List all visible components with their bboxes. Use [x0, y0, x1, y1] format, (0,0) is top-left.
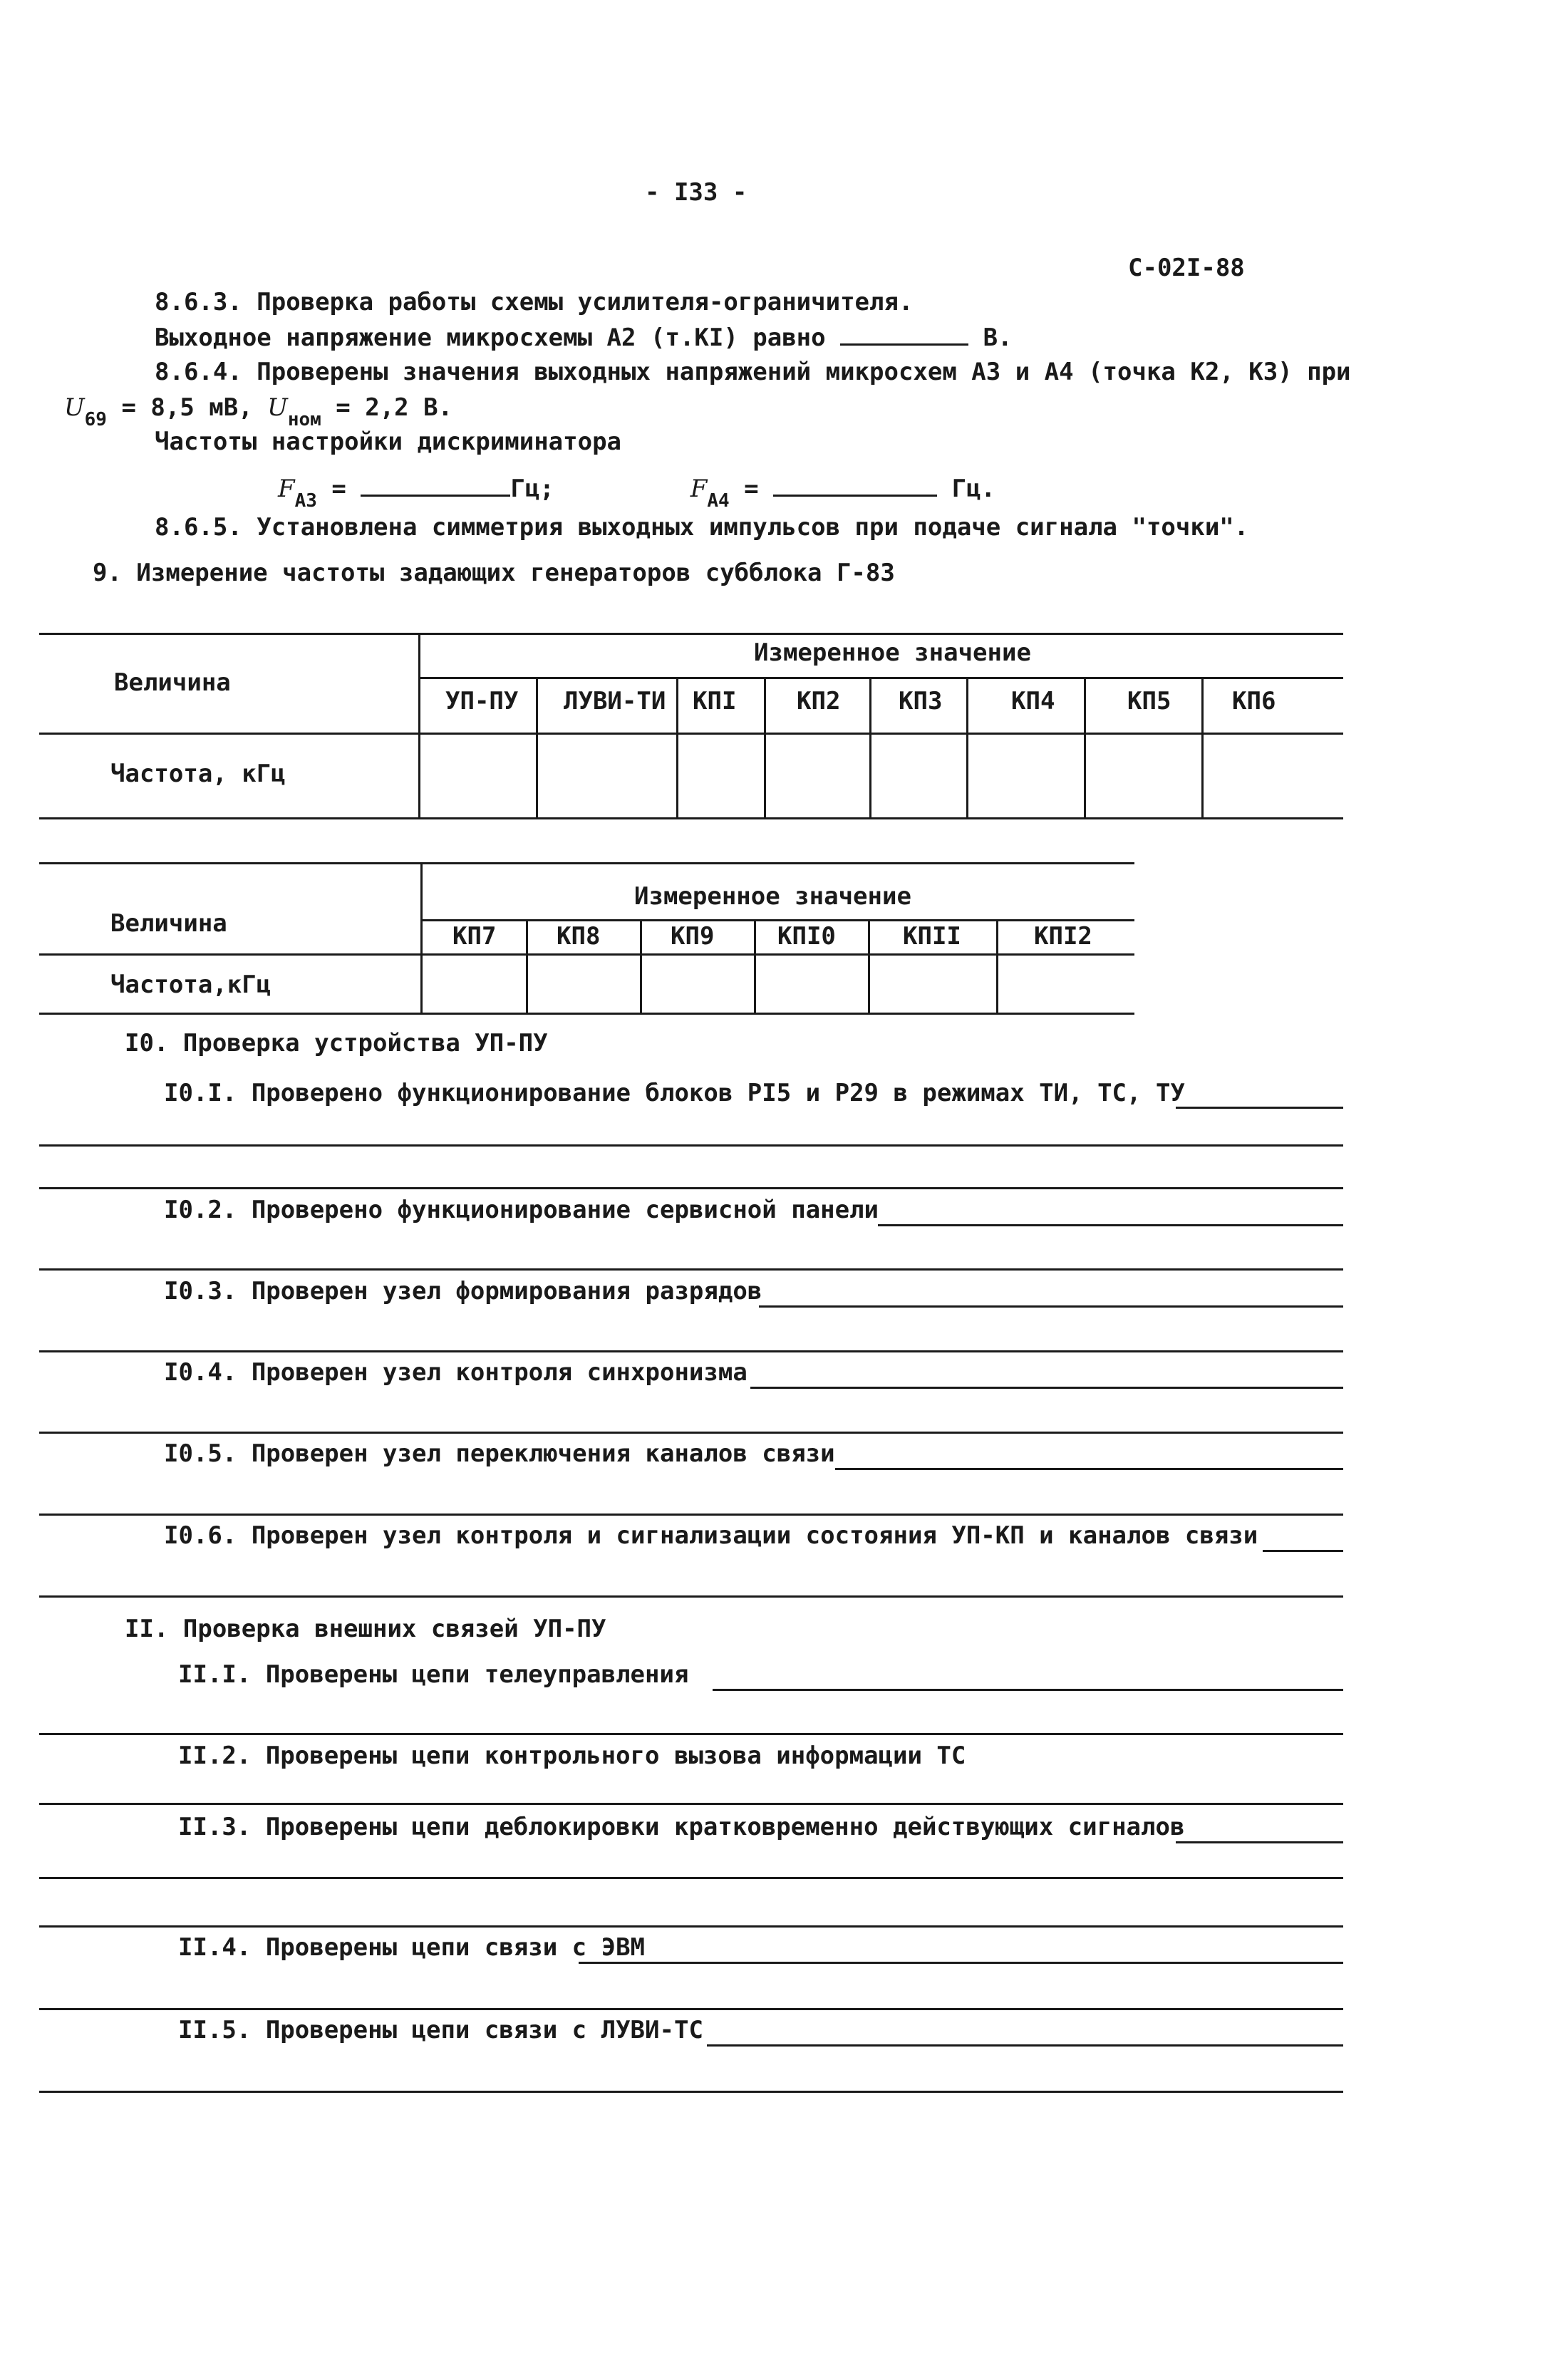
section-8-6-5-line1: 8.6.5. Установлена симметрия выходных импульсов при подаче сигнала "точки".: [155, 513, 1249, 542]
table1-col-1-label: УП-ПУ: [445, 687, 519, 715]
table2-row-label: Частота,кГц: [110, 971, 271, 999]
item-10-3-line2[interactable]: [39, 1350, 1343, 1352]
fa4-unit: Гц.: [951, 475, 996, 503]
item-10-5: I0.5. Проверен узел переключения каналов связи: [164, 1439, 835, 1468]
document-code: С-02I-88: [1128, 254, 1245, 282]
item-11-4: II.4. Проверены цепи связи с ЭВМ: [178, 1933, 646, 1962]
item-11-4-blank[interactable]: [579, 1962, 1343, 1964]
table2-col-5-label: КПII: [903, 922, 961, 951]
fa3-symbol: F: [278, 475, 295, 503]
item-11-4-line2[interactable]: [39, 2008, 1343, 2010]
item-10-2-blank[interactable]: [878, 1224, 1343, 1226]
table1-measured-header: Измеренное значение: [754, 638, 1031, 667]
table1-col-5-label: КП3: [899, 687, 943, 715]
u69-subscript: 69: [84, 409, 107, 430]
table1-col-6-label: КП4: [1011, 687, 1055, 715]
fa3-subscript: А3: [294, 490, 317, 512]
item-11-5-blank[interactable]: [707, 2044, 1343, 2047]
output-voltage-blank[interactable]: [840, 322, 968, 346]
item-10-2-line2[interactable]: [39, 1268, 1343, 1271]
item-10-5-blank[interactable]: [835, 1468, 1343, 1470]
table2-col-6-label: КПI2: [1034, 922, 1092, 951]
item-10-1-line3[interactable]: [39, 1187, 1343, 1189]
table2-col-4-label: КПI0: [777, 922, 836, 951]
fa3-equals: =: [331, 475, 346, 503]
section-8-6-3-line2: [155, 322, 1013, 352]
item-10-1: I0.I. Проверено функционирование блоков РI5 и Р29 в режимах ТИ, ТС, ТУ: [164, 1079, 1185, 1107]
section-8-6-4-line3: Частоты настройки дискриминатора: [155, 428, 622, 456]
frequency-table-1: [39, 633, 1343, 819]
item-10-2: I0.2. Проверено функционирование сервисной панели: [164, 1196, 879, 1224]
table1-col-8-label: КП6: [1232, 687, 1276, 715]
fa4-blank[interactable]: [773, 473, 937, 497]
item-10-1-blank[interactable]: [1176, 1107, 1343, 1109]
item-10-4-line2[interactable]: [39, 1432, 1343, 1434]
output-voltage-unit: В.: [983, 324, 1013, 352]
item-10-6-line2[interactable]: [39, 1595, 1343, 1598]
section-8-6-4-voltages: [64, 393, 453, 430]
item-10-4-blank[interactable]: [750, 1387, 1343, 1389]
section-9-title: 9. Измерение частоты задающих генераторов субблока Г-83: [93, 559, 895, 587]
table2-quantity-header: Величина: [110, 909, 227, 938]
item-10-1-line2[interactable]: [39, 1144, 1343, 1147]
table2-value-cells[interactable]: [423, 956, 1134, 1013]
table1-col-3-label: КПI: [693, 687, 737, 715]
fa3-unit: Гц;: [510, 475, 554, 503]
item-11-3-line3[interactable]: [39, 1925, 1343, 1928]
item-10-6-blank[interactable]: [1263, 1550, 1343, 1552]
item-10-4: I0.4. Проверен узел контроля синхронизма: [164, 1358, 747, 1387]
item-11-2-line2[interactable]: [39, 1803, 1343, 1805]
section-11-title: II. Проверка внешних связей УП-ПУ: [125, 1615, 606, 1643]
item-10-3-blank[interactable]: [759, 1305, 1343, 1308]
item-11-1-blank[interactable]: [713, 1689, 1343, 1691]
item-11-2: II.2. Проверены цепи контрольного вызова информации ТС: [178, 1742, 966, 1770]
fa4-equals: =: [744, 475, 759, 503]
section-8-6-3-line1: 8.6.3. Проверка работы схемы усилителя-ограничителя.: [155, 288, 914, 316]
section-8-6-4-line1: 8.6.4. Проверены значения выходных напряжений микросхем А3 и А4 (точка К2, К3) при: [155, 358, 1351, 386]
item-11-5: II.5. Проверены цепи связи с ЛУВИ-ТС: [178, 2016, 703, 2044]
table1-col-2-label: ЛУВИ-ТИ: [564, 687, 666, 715]
item-10-6: I0.6. Проверен узел контроля и сигнализации состояния УП-КП и каналов связи: [164, 1521, 1258, 1550]
item-11-1: II.I. Проверены цепи телеуправления: [178, 1660, 689, 1689]
page-number: - I33 -: [645, 178, 747, 207]
item-11-3-line2[interactable]: [39, 1877, 1343, 1879]
table1-col-7-label: КП5: [1127, 687, 1171, 715]
table2-col-1-label: КП7: [452, 922, 497, 951]
unom-subscript: ном: [287, 409, 321, 430]
frequency-table-2: [39, 862, 1134, 1015]
fa4-symbol: F: [690, 475, 708, 503]
item-11-5-line2[interactable]: [39, 2091, 1343, 2093]
item-10-3: I0.3. Проверен узел формирования разрядов: [164, 1277, 762, 1305]
unom-symbol: U: [267, 393, 288, 422]
item-11-3-blank[interactable]: [1176, 1841, 1343, 1843]
item-10-5-line2[interactable]: [39, 1514, 1343, 1516]
table1-value-cells[interactable]: [420, 735, 1343, 817]
u69-value: = 8,5 мВ,: [121, 393, 253, 422]
item-11-1-line2[interactable]: [39, 1733, 1343, 1735]
fa3-blank[interactable]: [361, 473, 510, 497]
table2-measured-header: Измеренное значение: [634, 882, 911, 911]
u69-symbol: U: [64, 393, 85, 422]
discriminator-frequencies: [278, 473, 996, 512]
item-11-3: II.3. Проверены цепи деблокировки кратковременно действующих сигналов: [178, 1813, 1185, 1841]
table2-col-2-label: КП8: [557, 922, 601, 951]
unom-value: = 2,2 В.: [336, 393, 453, 422]
table1-quantity-header: Величина: [114, 668, 231, 697]
output-voltage-label: Выходное напряжение микросхемы А2 (т.КI) равно: [155, 324, 826, 352]
table1-col-4-label: КП2: [797, 687, 841, 715]
section-10-title: I0. Проверка устройства УП-ПУ: [125, 1029, 548, 1057]
table2-col-3-label: КП9: [671, 922, 715, 951]
fa4-subscript: А4: [707, 490, 730, 512]
table1-row-label: Частота, кГц: [110, 760, 286, 788]
